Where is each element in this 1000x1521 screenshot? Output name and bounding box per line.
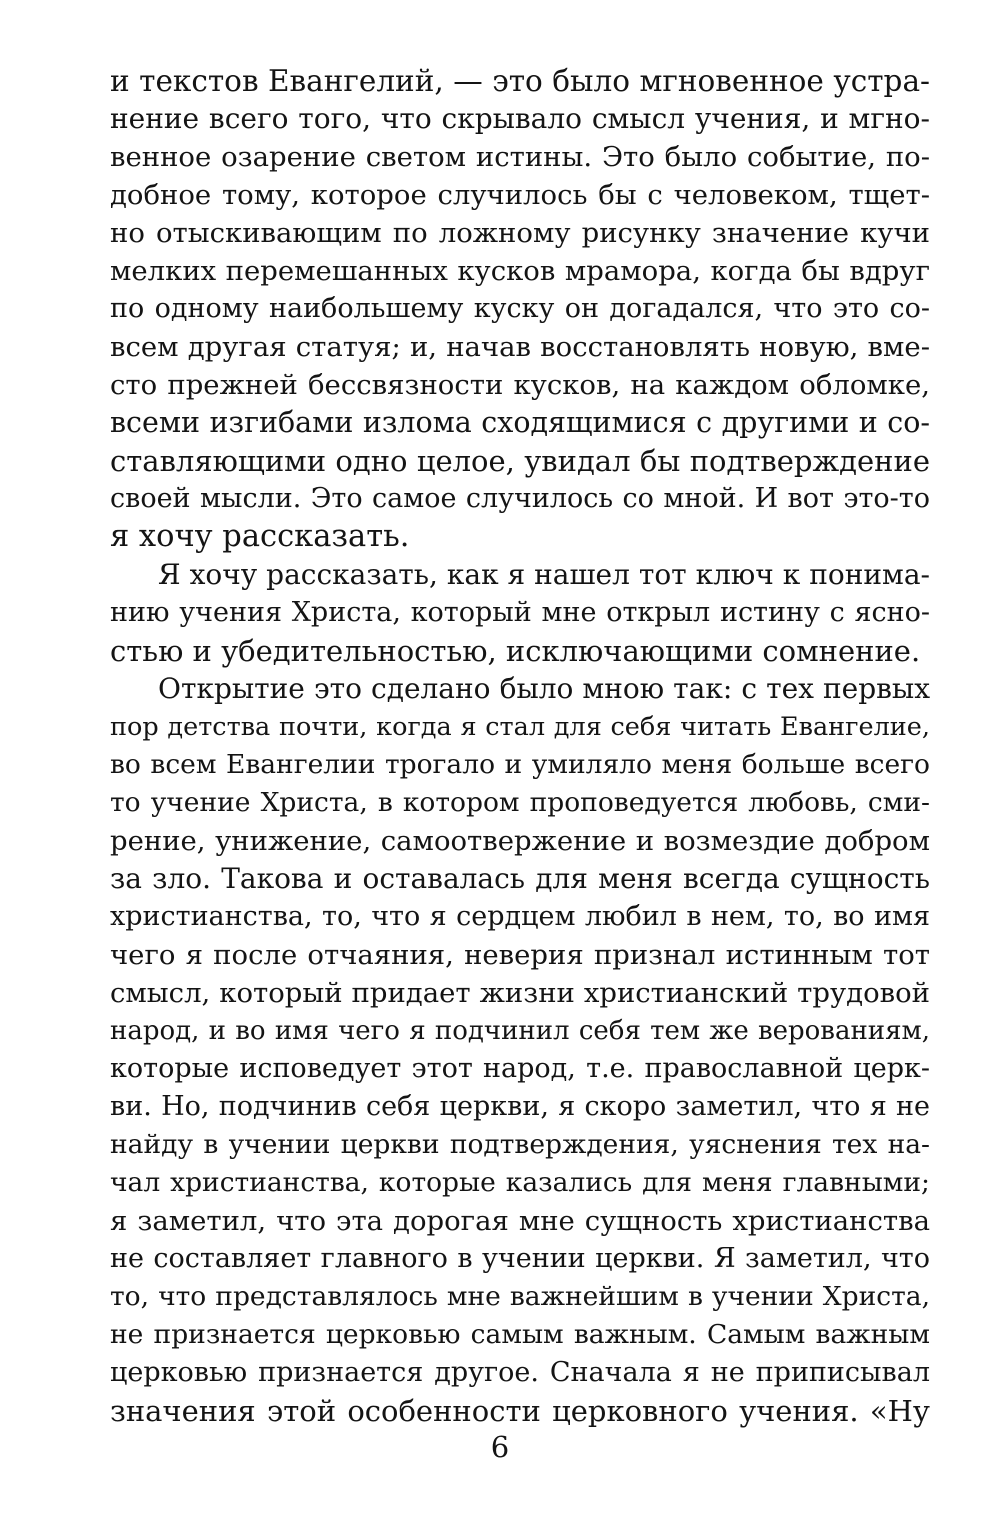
text-line: сто прежней бессвязности кусков, на каждом обломке,	[110, 369, 930, 401]
text-line: всеми изгибами излома сходящимися с другими и со-	[110, 406, 930, 439]
text-line: я хочу рассказать.	[110, 519, 410, 554]
text-line: мелких перемешанных кусков мрамора, когда бы вдруг	[110, 255, 930, 287]
body-text	[110, 62, 930, 1430]
text-line: за зло. Такова и оставалась для меня всегда сущность	[110, 862, 930, 895]
text-line: ставляющими одно целое, увидал бы подтверждение	[110, 444, 930, 478]
text-line: ви. Но, подчинив себя церкви, я скоро заметил, что я не	[110, 1091, 930, 1122]
text-line: народ, и во имя чего я подчинил себя тем же верованиям,	[110, 1016, 930, 1046]
text-line: нию учения Христа, который мне открыл истину с ясно-	[110, 597, 930, 628]
text-line: я заметил, что эта дорогая мне сущность христианства	[110, 1205, 930, 1237]
text-line: пор детства почти, когда я стал для себя читать Евангелие,	[110, 712, 930, 742]
text-line: Я хочу рассказать, как я нашел тот ключ к понима-	[158, 558, 930, 591]
text-line: по одному наибольшему куску он догадался, что это со-	[110, 293, 930, 324]
text-line: венное озарение светом истины. Это было событие, по-	[110, 141, 930, 173]
text-line: нение всего того, что скрывало смысл учения, и мгно-	[110, 102, 930, 135]
text-line: всем другая статуя; и, начав восстановлять новую, вме-	[110, 331, 930, 363]
text-line: найду в учении церкви подтверждения, уяснения тех на-	[110, 1129, 930, 1160]
text-line: чего я после отчаяния, неверия признал истинным тот	[110, 939, 930, 971]
text-line: стью и убедительностью, исключающими сомнение.	[110, 634, 921, 668]
text-line: христианства, то, что я сердцем любил в нем, то, во имя	[110, 901, 930, 932]
text-line: своей мысли. Это самое случилось со мной. И вот это-то	[110, 483, 930, 514]
text-line: во всем Евангелии трогало и умиляло меня больше всего	[110, 749, 930, 780]
text-line: то учение Христа, в котором проповедуется любовь, сми-	[110, 787, 930, 818]
text-line: чал христианства, которые казались для меня главными;	[110, 1167, 930, 1198]
page-number: 6	[490, 1430, 510, 1464]
text-line: которые исповедует этот народ, т.е. православной церк-	[110, 1053, 930, 1084]
text-line: и текстов Евангелий, — это было мгновенное устра-	[110, 64, 930, 98]
text-line: церковью признается другое. Сначала я не приписывал	[110, 1357, 930, 1388]
text-line: не признается церковью самым важным. Самым важным	[110, 1319, 930, 1350]
text-line: смысл, который придает жизни христианский трудовой	[110, 977, 930, 1009]
text-line: но отыскивающим по ложному рисунку значение кучи	[110, 217, 930, 249]
text-line: значения этой особенности церковного учения. «Ну	[110, 1394, 930, 1428]
text-line: то, что представлялось мне важнейшим в учении Христа,	[110, 1281, 930, 1312]
text-line: рение, унижение, самоотвержение и возмездие добром	[110, 825, 930, 857]
text-line: не составляет главного в учении церкви. Я заметил, что	[110, 1243, 930, 1274]
text-line: добное тому, которое случилось бы с человеком, тщет-	[110, 179, 930, 211]
text-line: Открытие это сделано было мною так: с тех первых	[158, 672, 930, 705]
